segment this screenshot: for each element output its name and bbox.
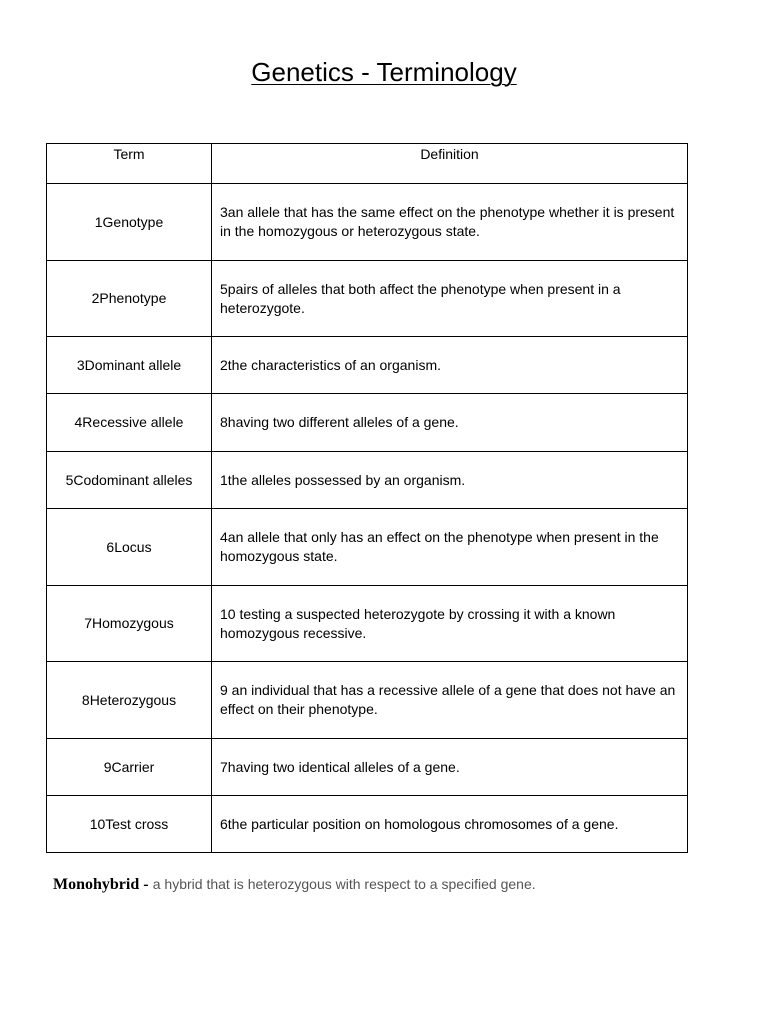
terminology-table xyxy=(46,143,688,853)
definition-cell: 5pairs of alleles that both affect the phenotype when present in a heterozygote. xyxy=(212,261,688,337)
table-row xyxy=(47,662,688,739)
term-cell: 7Homozygous xyxy=(47,586,212,662)
table-row xyxy=(47,586,688,662)
term-cell: 6Locus xyxy=(47,509,212,586)
note-definition: a hybrid that is heterozygous with respect to a specified gene. xyxy=(152,876,536,892)
table-row xyxy=(47,337,688,394)
table-row xyxy=(47,394,688,452)
monohybrid-note xyxy=(53,873,743,896)
table-row xyxy=(47,739,688,796)
page-title xyxy=(0,54,768,90)
term-cell: 2Phenotype xyxy=(47,261,212,337)
definition-cell: 1the alleles possessed by an organism. xyxy=(212,452,688,509)
term-cell: 8Heterozygous xyxy=(47,662,212,739)
term-cell: 4Recessive allele xyxy=(47,394,212,452)
header-definition: Definition xyxy=(212,144,688,184)
term-cell: 10Test cross xyxy=(47,796,212,853)
table-row xyxy=(47,796,688,853)
table-row xyxy=(47,184,688,261)
header-term: Term xyxy=(47,144,212,184)
table-row xyxy=(47,509,688,586)
definition-cell: 4an allele that only has an effect on the phenotype when present in the homozygous state. xyxy=(212,509,688,586)
definition-cell: 6the particular position on homologous chromosomes of a gene. xyxy=(212,796,688,853)
term-cell: 9Carrier xyxy=(47,739,212,796)
definition-cell: 10 testing a suspected heterozygote by crossing it with a known homozygous recessive. xyxy=(212,586,688,662)
term-cell: 5Codominant alleles xyxy=(47,452,212,509)
table-row xyxy=(47,261,688,337)
definition-cell: 2the characteristics of an organism. xyxy=(212,337,688,394)
definition-cell: 8having two different alleles of a gene. xyxy=(212,394,688,452)
definition-cell: 9 an individual that has a recessive allele of a gene that does not have an effect on their phenotype. xyxy=(212,662,688,739)
table-row xyxy=(47,452,688,509)
note-term: Monohybrid - xyxy=(53,876,149,893)
page-title-text: Genetics - Terminology xyxy=(251,57,517,87)
definition-cell: 3an allele that has the same effect on the phenotype whether it is present in the homozygous or heterozygous state. xyxy=(212,184,688,261)
term-cell: 3Dominant allele xyxy=(47,337,212,394)
term-cell: 1Genotype xyxy=(47,184,212,261)
table-header-row xyxy=(47,144,688,184)
definition-cell: 7having two identical alleles of a gene. xyxy=(212,739,688,796)
